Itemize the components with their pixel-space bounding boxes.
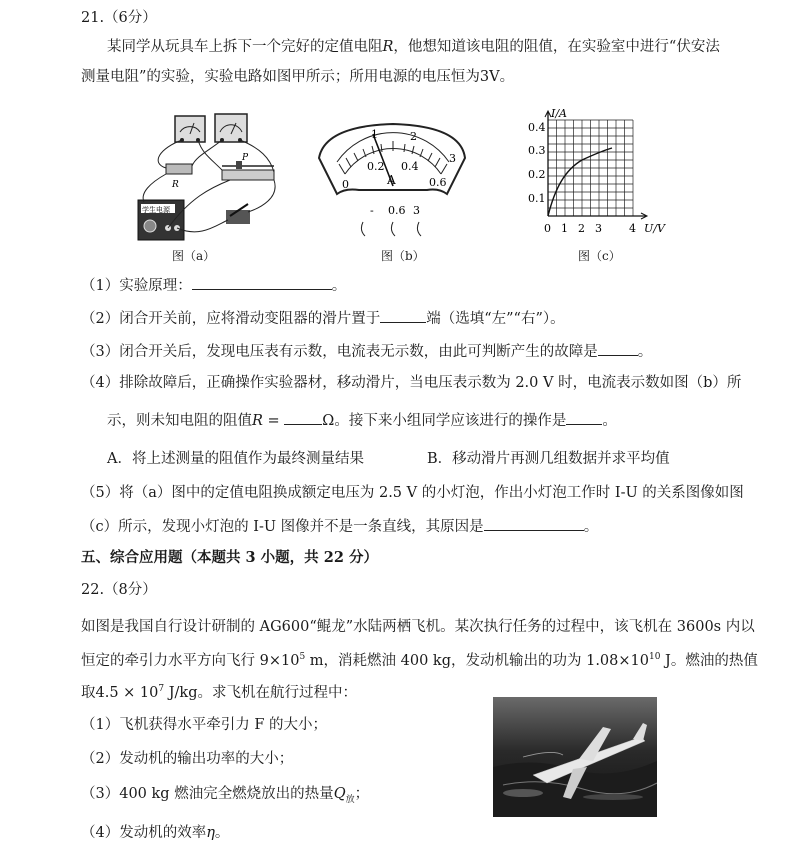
q21-part2: [81, 310, 565, 327]
q21-part4-end: 。: [602, 413, 617, 429]
q21-part5-line1: （5）将（a）图中的定值电阻换成额定电压为 2.5 V 的小灯泡，作出小灯泡工作时 I-U 的关系图像如图: [81, 485, 744, 501]
graph-x-tick-1: 1: [561, 222, 568, 235]
q21-part5-line2: [81, 518, 598, 535]
answer-blank-1[interactable]: [192, 277, 332, 290]
q22-sub3-Q: Q: [333, 786, 346, 802]
fig-a-label-P: P: [242, 153, 249, 163]
q21-part2-text: （2）闭合开关前，应将滑动变阻器的滑片置于: [81, 311, 381, 327]
graph-x-tick-2: 2: [578, 222, 585, 235]
q22-sub4-eta: η: [206, 825, 215, 841]
figure-c-iu-graph: [520, 108, 670, 236]
graph-y-tick-04: 0.4: [528, 121, 546, 134]
graph-x-tick-0: 0: [544, 222, 551, 235]
q22-sub4-text: （4）发动机的效率: [81, 825, 207, 841]
q21-part4-eq: =: [262, 413, 285, 429]
q21-part2-end: 端（选填“左”“右”）。: [426, 311, 565, 327]
meter-unit: A: [387, 173, 396, 187]
meter-terminal-06: 0.6: [388, 204, 406, 217]
meter-top-1: 1: [371, 128, 378, 141]
q21-intro-text: 某同学从玩具车上拆下一个完好的定值电阻: [107, 39, 383, 55]
fig-a-caption: 图（a）: [172, 249, 216, 263]
q21-part4-line1: （4）排除故障后，正确操作实验器材，移动滑片，当电压表示数为 2.0 V 时，电流表示数如图（b）所: [81, 375, 742, 391]
q22-exp-7: 7: [158, 684, 165, 694]
q22-sub2: （2）发动机的输出功率的大小；: [81, 751, 294, 767]
q22-line3-text: 取4.5 × 10: [81, 684, 159, 701]
graph-x-tick-4: 4: [629, 222, 636, 235]
q22-line3: [81, 685, 357, 700]
figure-a-circuit: [130, 108, 290, 250]
answer-blank-5[interactable]: [484, 518, 584, 531]
q21-part1-end: 。: [331, 278, 347, 294]
meter-top-3: 3: [449, 152, 456, 165]
q22-sub1: （1）飞机获得水平牵引力 F 的大小；: [81, 717, 328, 733]
graph-y-tick-01: 0.1: [528, 192, 546, 205]
q21-option-a: A．将上述测量的阻值作为最终测量结果: [107, 451, 364, 467]
fig-a-label-R: R: [172, 180, 179, 190]
q22-line1: 如图是我国自行设计研制的 AG600“鲲龙”水陆两栖飞机。某次执行任务的过程中，该飞机在 3600s 内以: [81, 619, 755, 635]
q21-part5-text: （c）所示，发现小灯泡的 I-U 图像并不是一条直线，其原因是: [81, 519, 484, 535]
q21-part3: [81, 343, 652, 360]
q22-line2-text: 恒定的牵引力水平方向飞行 9×10: [81, 652, 300, 669]
q22-sub3: [81, 787, 369, 805]
meter-bottom-06: 0.6: [429, 176, 447, 189]
answer-blank-4a[interactable]: [284, 412, 322, 425]
q22-header: 22.（8分）: [81, 582, 157, 598]
q21-part1: [81, 277, 346, 294]
graph-y-tick-03: 0.3: [528, 144, 546, 157]
meter-terminal-neg: -: [370, 204, 374, 217]
q22-exp-10: 10: [649, 652, 661, 662]
q22-line2-text-3: J。燃油的热值: [660, 652, 758, 669]
fig-b-caption: 图（b）: [381, 249, 425, 263]
fig-a-label-source: 学生电源: [142, 206, 170, 214]
meter-top-2: 2: [410, 130, 417, 143]
q21-option-b: B．移动滑片再测几组数据并求平均值: [427, 451, 670, 467]
q22-sub3-subscript: 放: [345, 794, 355, 805]
q22-line2: [81, 653, 758, 668]
section-5-heading: 五、综合应用题（本题共 3 小题，共 22 分）: [81, 549, 378, 566]
q21-part1-text: （1）实验原理：: [81, 278, 192, 294]
graph-y-tick-02: 0.2: [528, 168, 546, 181]
meter-bottom-04: 0.4: [401, 160, 419, 173]
figure-b-ammeter: [315, 118, 470, 240]
answer-blank-3[interactable]: [598, 343, 638, 356]
answer-blank-2[interactable]: [380, 310, 426, 323]
q21-header: 21.（6分）: [81, 10, 157, 26]
q22-sub3-end: ；: [354, 786, 370, 802]
q21-part5-end: 。: [583, 519, 599, 535]
q22-sub4: [81, 826, 229, 841]
meter-bottom-02: 0.2: [367, 160, 385, 173]
q21-part4-text-2: Ω。接下来小组同学应该进行的操作是: [322, 413, 567, 429]
q21-part4-text: 示，则未知电阻的阻值: [107, 413, 252, 429]
q21-intro-text-2: ，他想知道该电阻的阻值，在实验室中进行“伏安法: [393, 39, 720, 55]
q21-intro-line2: 测量电阻”的实验，实验电路如图甲所示；所用电源的电压恒为3V。: [81, 69, 515, 85]
graph-x-tick-3: 3: [595, 222, 602, 235]
graph-y-label: I/A: [551, 108, 567, 120]
q21-part3-text: （3）闭合开关后，发现电压表有示数，电流表无示数，由此可判断产生的故障是: [81, 344, 598, 360]
q21-intro-R: R: [382, 39, 394, 55]
aircraft-photo: [493, 697, 657, 817]
q21-intro-line1: [107, 40, 720, 55]
q22-line3-text-2: J/kg。求飞机在航行过程中：: [164, 684, 357, 701]
q21-part3-end: 。: [637, 344, 653, 360]
q21-part4-R: R: [252, 413, 263, 429]
graph-x-label: U/V: [644, 222, 665, 235]
q22-sub4-end: 。: [214, 825, 230, 841]
fig-c-caption: 图（c）: [578, 249, 621, 263]
q22-exp-5: 5: [299, 652, 306, 662]
meter-terminal-3: 3: [413, 204, 420, 217]
q22-sub3-text: （3）400 kg 燃油完全燃烧放出的热量: [81, 786, 334, 802]
meter-bottom-0: 0: [342, 178, 349, 191]
q21-part4-line2: [107, 412, 617, 429]
answer-blank-4b[interactable]: [566, 412, 602, 425]
q22-line2-text-2: m，消耗燃油 400 kg，发动机输出的功为 1.08×10: [305, 652, 649, 669]
